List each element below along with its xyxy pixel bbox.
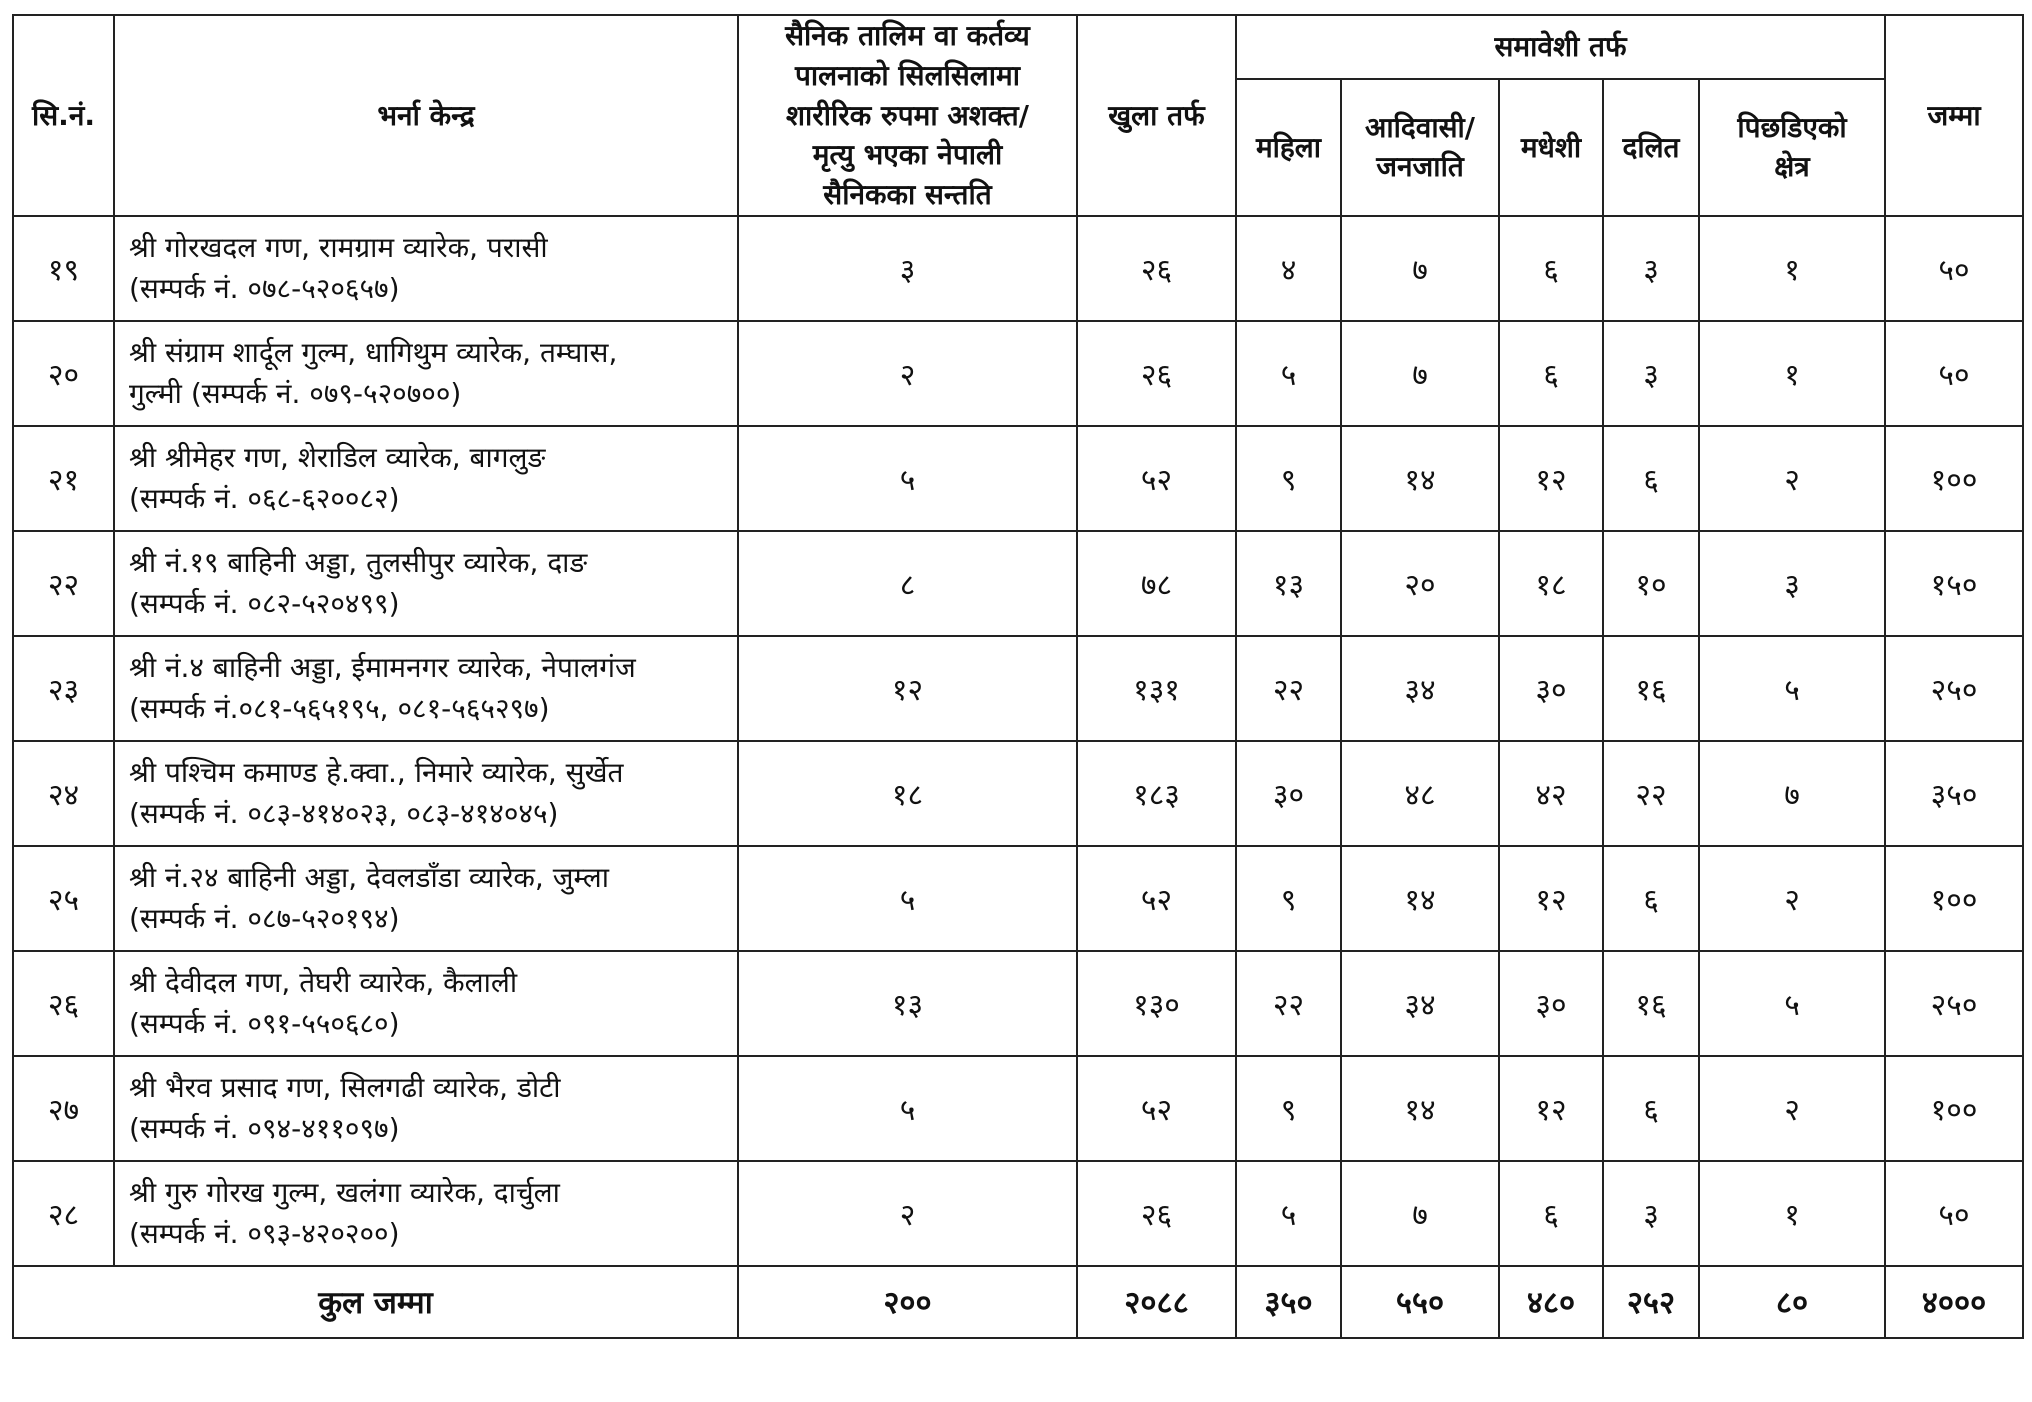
cell-women: १३	[1236, 531, 1341, 636]
cell-reserved: २	[738, 1161, 1077, 1266]
cell-sn: २३	[13, 636, 114, 741]
cell-sn: २८	[13, 1161, 114, 1266]
cell-adivasi: ७	[1341, 216, 1499, 321]
cell-total: १५०	[1885, 531, 2023, 636]
header-reserved	[738, 15, 1077, 216]
cell-backward: ५	[1699, 951, 1885, 1056]
total-women: ३५०	[1236, 1266, 1341, 1338]
cell-total: ५०	[1885, 321, 2023, 426]
cell-sn: १९	[13, 216, 114, 321]
cell-sn: २१	[13, 426, 114, 531]
cell-center	[114, 741, 738, 846]
cell-total: २५०	[1885, 951, 2023, 1056]
total-label: कुल जम्मा	[13, 1266, 738, 1338]
cell-sn: २२	[13, 531, 114, 636]
cell-backward: २	[1699, 846, 1885, 951]
cell-dalit: ३	[1603, 216, 1699, 321]
header-reserved-line: सैनिक तालिम वा कर्तव्य	[785, 19, 1030, 52]
cell-dalit: ६	[1603, 846, 1699, 951]
header-madhesi: मधेशी	[1499, 79, 1603, 216]
cell-center	[114, 951, 738, 1056]
cell-center	[114, 846, 738, 951]
cell-madhesi: १८	[1499, 531, 1603, 636]
table-row	[13, 531, 2023, 636]
cell-women: ९	[1236, 1056, 1341, 1161]
header-dalit: दलित	[1603, 79, 1699, 216]
cell-adivasi: १४	[1341, 426, 1499, 531]
header-backward-line: पिछडिएको	[1737, 110, 1847, 144]
cell-reserved: १८	[738, 741, 1077, 846]
cell-adivasi: ३४	[1341, 636, 1499, 741]
header-sn: सि.नं.	[13, 15, 114, 216]
cell-women: २२	[1236, 636, 1341, 741]
cell-sn: २०	[13, 321, 114, 426]
recruitment-table-container	[12, 14, 2022, 1339]
cell-sn: २६	[13, 951, 114, 1056]
table-row	[13, 216, 2023, 321]
cell-sn: २५	[13, 846, 114, 951]
total-backward: ८०	[1699, 1266, 1885, 1338]
table-row	[13, 1161, 2023, 1266]
cell-backward: २	[1699, 1056, 1885, 1161]
cell-center	[114, 1056, 738, 1161]
cell-adivasi: ७	[1341, 1161, 1499, 1266]
cell-adivasi: ७	[1341, 321, 1499, 426]
total-grand: ४०००	[1885, 1266, 2023, 1338]
cell-open: २६	[1077, 216, 1236, 321]
center-line: (सम्पर्क नं.०८१-५६५१९५, ०८१-५६५२९७)	[129, 692, 550, 726]
center-line: श्री देवीदल गण, तेघरी व्यारेक, कैलाली	[129, 965, 518, 999]
center-line: श्री भैरव प्रसाद गण, सिलगढी व्यारेक, डोटी	[129, 1070, 561, 1104]
cell-center	[114, 216, 738, 321]
center-line: (सम्पर्क नं. ०९१-५५०६८०)	[129, 1007, 400, 1041]
center-line: श्री नं.२४ बाहिनी अड्डा, देवलडाँडा व्यारेक, जुम्ला	[129, 860, 609, 894]
cell-dalit: १०	[1603, 531, 1699, 636]
total-dalit: २५२	[1603, 1266, 1699, 1338]
cell-open: ५२	[1077, 426, 1236, 531]
header-adivasi	[1341, 79, 1499, 216]
cell-dalit: १६	[1603, 951, 1699, 1056]
cell-madhesi: ६	[1499, 321, 1603, 426]
table-row	[13, 1056, 2023, 1161]
center-line: श्री संग्राम शार्दूल गुल्म, धागिथुम व्यारेक, तम्घास,	[129, 335, 618, 369]
header-women: महिला	[1236, 79, 1341, 216]
center-line: श्री गुरु गोरख गुल्म, खलंगा व्यारेक, दार्चुला	[129, 1175, 560, 1209]
cell-total: ५०	[1885, 1161, 2023, 1266]
cell-madhesi: ६	[1499, 216, 1603, 321]
cell-backward: ५	[1699, 636, 1885, 741]
header-reserved-line: पालनाको सिलसिलामा	[794, 58, 1020, 92]
total-reserved: २००	[738, 1266, 1077, 1338]
cell-women: ४	[1236, 216, 1341, 321]
cell-dalit: ६	[1603, 426, 1699, 531]
cell-women: ५	[1236, 1161, 1341, 1266]
center-line: श्री श्रीमेहर गण, शेराडिल व्यारेक, बागलुङ	[129, 440, 546, 474]
header-backward	[1699, 79, 1885, 216]
cell-women: ९	[1236, 846, 1341, 951]
cell-adivasi: १४	[1341, 846, 1499, 951]
cell-center	[114, 321, 738, 426]
center-line: श्री गोरखदल गण, रामग्राम व्यारेक, परासी	[129, 230, 548, 264]
center-line: (सम्पर्क नं. ०९३-४२०२००)	[129, 1217, 400, 1251]
header-center: भर्ना केन्द्र	[114, 15, 738, 216]
cell-center	[114, 636, 738, 741]
cell-open: २६	[1077, 321, 1236, 426]
table-row	[13, 741, 2023, 846]
center-line: (सम्पर्क नं. ०६८-६२००८२)	[129, 482, 400, 516]
cell-total: २५०	[1885, 636, 2023, 741]
cell-backward: ३	[1699, 531, 1885, 636]
cell-center	[114, 531, 738, 636]
table-row	[13, 321, 2023, 426]
center-line: (सम्पर्क नं. ०८७-५२०१९४)	[129, 902, 400, 936]
cell-total: १००	[1885, 846, 2023, 951]
cell-madhesi: १२	[1499, 426, 1603, 531]
total-adivasi: ५५०	[1341, 1266, 1499, 1338]
cell-reserved: ५	[738, 1056, 1077, 1161]
cell-reserved: ५	[738, 426, 1077, 531]
cell-backward: २	[1699, 426, 1885, 531]
header-open: खुला तर्फ	[1077, 15, 1236, 216]
cell-sn: २४	[13, 741, 114, 846]
cell-open: ५२	[1077, 846, 1236, 951]
cell-total: ५०	[1885, 216, 2023, 321]
total-row	[13, 1266, 2023, 1338]
cell-backward: १	[1699, 216, 1885, 321]
cell-madhesi: ४२	[1499, 741, 1603, 846]
cell-open: २६	[1077, 1161, 1236, 1266]
header-adivasi-line: जनजाति	[1376, 150, 1464, 184]
cell-dalit: २२	[1603, 741, 1699, 846]
cell-madhesi: १२	[1499, 846, 1603, 951]
center-line: (सम्पर्क नं. ०७८-५२०६५७)	[129, 272, 400, 306]
table-row	[13, 846, 2023, 951]
table-body	[13, 216, 2023, 1266]
header-adivasi-line: आदिवासी/	[1365, 110, 1475, 144]
cell-center	[114, 1161, 738, 1266]
header-total: जम्मा	[1885, 15, 2023, 216]
cell-total: ३५०	[1885, 741, 2023, 846]
table-row	[13, 636, 2023, 741]
cell-madhesi: ३०	[1499, 636, 1603, 741]
center-line: श्री नं.४ बाहिनी अड्डा, ईमामनगर व्यारेक, नेपालगंज	[129, 650, 636, 684]
cell-reserved: ३	[738, 216, 1077, 321]
cell-women: ९	[1236, 426, 1341, 531]
cell-total: १००	[1885, 426, 2023, 531]
cell-reserved: ८	[738, 531, 1077, 636]
cell-sn: २७	[13, 1056, 114, 1161]
header-inclusive: समावेशी तर्फ	[1236, 15, 1885, 79]
header-backward-line: क्षेत्र	[1774, 150, 1810, 184]
header-reserved-line: मृत्यु भएका नेपाली	[812, 138, 1003, 172]
cell-madhesi: ६	[1499, 1161, 1603, 1266]
cell-dalit: ३	[1603, 321, 1699, 426]
header-reserved-line: सैनिकका सन्तति	[823, 178, 992, 211]
cell-women: २२	[1236, 951, 1341, 1056]
cell-adivasi: ३४	[1341, 951, 1499, 1056]
cell-open: १८३	[1077, 741, 1236, 846]
cell-dalit: ६	[1603, 1056, 1699, 1161]
cell-dalit: ३	[1603, 1161, 1699, 1266]
header-reserved-line: शारीरिक रुपमा अशक्त/	[786, 98, 1029, 132]
center-line: श्री नं.१९ बाहिनी अड्डा, तुलसीपुर व्यारेक, दाङ	[129, 545, 588, 579]
cell-total: १००	[1885, 1056, 2023, 1161]
total-madhesi: ४८०	[1499, 1266, 1603, 1338]
center-line: गुल्मी (सम्पर्क नं. ०७९-५२०७००)	[129, 377, 462, 411]
cell-madhesi: १२	[1499, 1056, 1603, 1161]
cell-reserved: १३	[738, 951, 1077, 1056]
cell-women: ५	[1236, 321, 1341, 426]
table-footer	[13, 1266, 2023, 1338]
cell-women: ३०	[1236, 741, 1341, 846]
cell-adivasi: १४	[1341, 1056, 1499, 1161]
cell-adivasi: २०	[1341, 531, 1499, 636]
cell-dalit: १६	[1603, 636, 1699, 741]
cell-reserved: १२	[738, 636, 1077, 741]
cell-adivasi: ४८	[1341, 741, 1499, 846]
center-line: (सम्पर्क नं. ०९४-४११०९७)	[129, 1112, 400, 1146]
cell-backward: १	[1699, 321, 1885, 426]
cell-open: १३०	[1077, 951, 1236, 1056]
cell-center	[114, 426, 738, 531]
cell-open: १३१	[1077, 636, 1236, 741]
recruitment-table	[12, 14, 2024, 1339]
cell-backward: ७	[1699, 741, 1885, 846]
cell-backward: १	[1699, 1161, 1885, 1266]
cell-reserved: ५	[738, 846, 1077, 951]
center-line: (सम्पर्क नं. ०८३-४१४०२३, ०८३-४१४०४५)	[129, 797, 559, 831]
cell-open: ७८	[1077, 531, 1236, 636]
table-row	[13, 426, 2023, 531]
table-row	[13, 951, 2023, 1056]
total-open: २०८८	[1077, 1266, 1236, 1338]
cell-reserved: २	[738, 321, 1077, 426]
center-line: श्री पश्चिम कमाण्ड हे.क्वा., निमारे व्यारेक, सुर्खेत	[129, 755, 624, 789]
cell-madhesi: ३०	[1499, 951, 1603, 1056]
cell-open: ५२	[1077, 1056, 1236, 1161]
center-line: (सम्पर्क नं. ०८२-५२०४९९)	[129, 587, 400, 621]
table-header	[13, 15, 2023, 216]
